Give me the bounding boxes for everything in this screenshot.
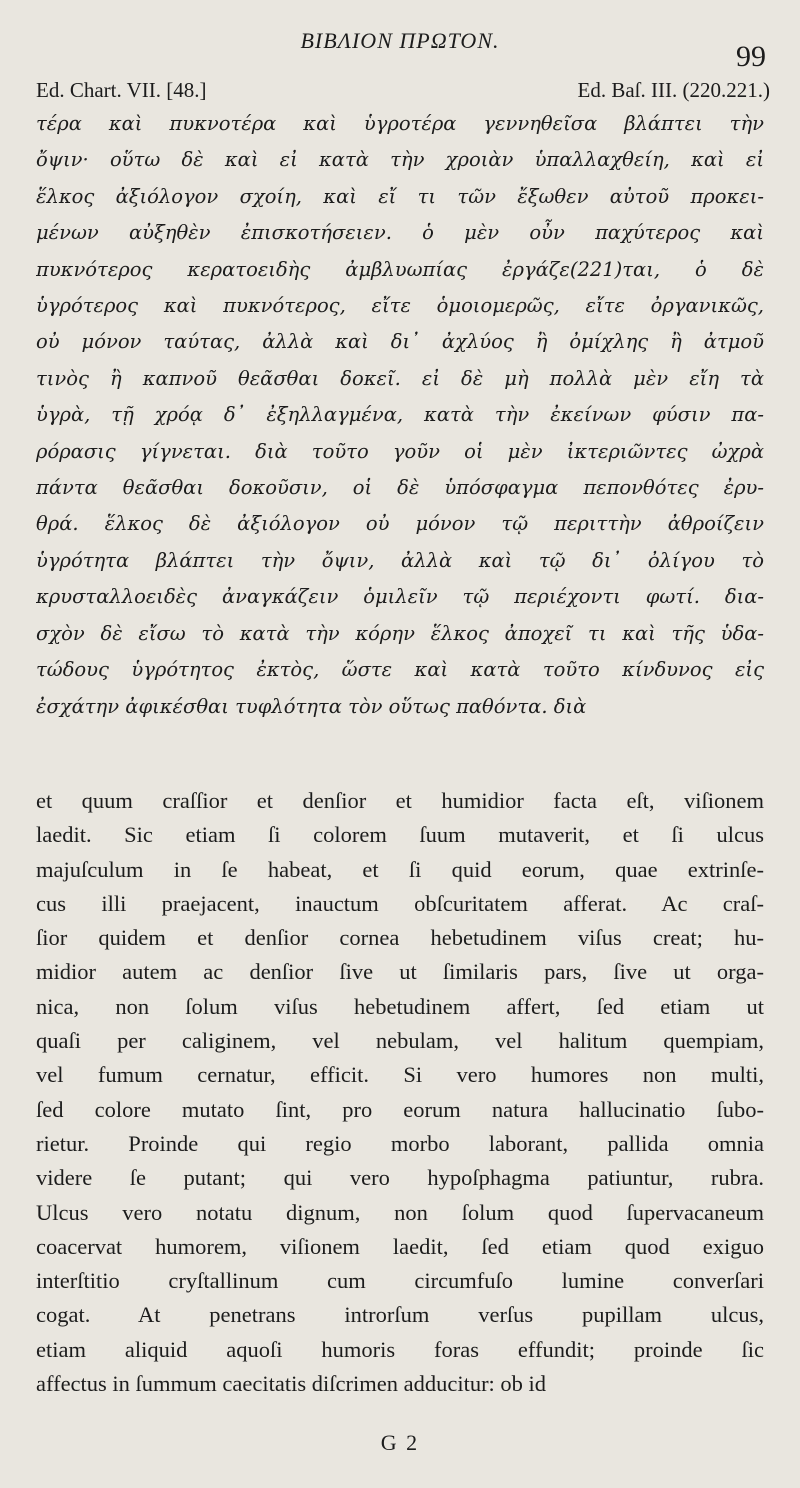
latin-text-line: ſed colore mutato ſint, pro eorum natura hallucinatio ſubo- [36, 1096, 764, 1122]
latin-text-line: etiam aliquid aquoſi humoris foras effundit; proinde ſic [36, 1336, 764, 1362]
latin-text-line: affectus in ſummum caecitatis diſcrimen adducitur: ob id [36, 1371, 547, 1397]
latin-text-line: midior autem ac denſior ſive ut ſimilaris pars, ſive ut orga- [36, 959, 764, 985]
running-title: ΒΙΒΛΙΟΝ ΠΡΩΤΟΝ. [300, 28, 500, 53]
greek-text-line: πάντα θεᾶσθαι δοκοῦσιν, οἱ δὲ ὑπόσφαγμα πεπονθότες ἐρυ- [36, 476, 764, 500]
latin-text-line: majuſculum in ſe habeat, et ſi quid eorum, quae extrinſe- [36, 856, 764, 882]
greek-text-line: ρόρασις γίγνεται. διὰ τοῦτο γοῦν οἱ μὲν ἰκτεριῶντες ὠχρὰ [36, 439, 764, 463]
latin-text-block [36, 784, 764, 1401]
greek-text-line: σχὸν δὲ εἴσω τὸ κατὰ τὴν κόρην ἕλκος ἀποχεῖ τι καὶ τῆς ὑδα- [36, 621, 764, 645]
latin-text-line: cus illi praejacent, inauctum obſcuritatem afferat. Ac craſ- [36, 890, 764, 916]
latin-text-line: vel fumum cernatur, efficit. Si vero humores non multi, [36, 1062, 764, 1088]
greek-text-line: οὐ μόνον ταύτας, ἀλλὰ καὶ δι᾽ ἀχλύος ἢ ὀμίχλης ἢ ἀτμοῦ [36, 330, 764, 354]
page-number: 99 [736, 40, 766, 73]
signature-mark: G 2 [380, 1430, 420, 1455]
greek-text-line: τώδους ὑγρότητος ἐκτὸς, ὥστε καὶ κατὰ τοῦτο κίνδυνος εἰς [36, 658, 764, 682]
greek-text-line: κρυσταλλοειδὲς ἀναγκάζειν ὁμιλεῖν τῷ περιέχοντι φωτί. δια- [36, 585, 764, 609]
greek-text-line: τέρα καὶ πυκνοτέρα καὶ ὑγροτέρα γεννηθεῖσα βλάπτει τὴν [36, 112, 764, 135]
edition-reference-chart: Ed. Chart. VII. [48.] [36, 78, 207, 102]
edition-reference-basel: Ed. Baſ. III. (220.221.) [577, 78, 770, 102]
greek-text-line: ὄψιν· οὕτω δὲ καὶ εἰ κατὰ τὴν χροιὰν ὑπαλλαχθείη, καὶ εἰ [36, 148, 764, 172]
latin-text-line: interſtitio cryſtallinum cum circumfuſo lumine converſari [36, 1268, 764, 1294]
greek-text-line: ὑγρότερος καὶ πυκνότερος, εἴτε ὁμοιομερῶς, εἴτε ὀργανικῶς, [36, 294, 764, 318]
latin-text-line: rietur. Proinde qui regio morbo laborant, pallida omnia [36, 1130, 764, 1156]
latin-text-line: ſior quidem et denſior cornea hebetudinem viſus creat; hu- [36, 925, 764, 951]
greek-text-line: ἕλκος ἀξιόλογον σχοίη, καὶ εἴ τι τῶν ἔξωθεν αὐτοῦ προκει- [36, 184, 764, 208]
greek-text-line: ὑγρότητα βλάπτει τὴν ὄψιν, ἀλλὰ καὶ τῷ δι᾽ ὀλίγου τὸ [36, 548, 764, 572]
latin-text-line: cogat. At penetrans introrſum verſus pupillam ulcus, [36, 1302, 764, 1328]
latin-text-line: coacervat humorem, viſionem laedit, ſed etiam quod exiguo [36, 1233, 764, 1259]
greek-text-block [36, 106, 764, 725]
latin-text-line: et quum craſſior et denſior et humidior facta eſt, viſionem [36, 788, 764, 813]
greek-text-line: πυκνότερος κερατοειδὴς ἀμβλυωπίας ἐργάζε(221)ται, ὁ δὲ [36, 257, 764, 281]
greek-text-line: ἐσχάτην ἀφικέσθαι τυφλότητα τὸν οὕτως παθόντα. διὰ [36, 694, 587, 718]
edition-reference-line [36, 78, 770, 106]
latin-text-line: videre ſe putant; qui vero hypoſphagma patiuntur, rubra. [36, 1165, 764, 1191]
greek-text-line: μένων αὐξηθὲν ἐπισκοτήσειεν. ὁ μὲν οὖν παχύτερος καὶ [36, 221, 764, 245]
greek-text-line: τινὸς ἢ καπνοῦ θεᾶσθαι δοκεῖ. εἰ δὲ μὴ πολλὰ μὲν εἴη τὰ [36, 366, 764, 390]
latin-text-line: quaſi per caliginem, vel nebulam, vel halitum quempiam, [36, 1028, 764, 1054]
latin-text-line: Ulcus vero notatu dignum, non ſolum quod ſupervacaneum [36, 1199, 764, 1225]
latin-text-line: nica, non ſolum viſus hebetudinem affert, ſed etiam ut [36, 993, 764, 1019]
latin-text-line: laedit. Sic etiam ſi colorem ſuum mutaverit, et ſi ulcus [36, 822, 764, 848]
greek-text-line: θρά. ἕλκος δὲ ἀξιόλογον οὐ μόνον τῷ περιττὴν ἀθροίζειν [36, 512, 764, 536]
greek-text-line: ὑγρὰ, τῇ χρόᾳ δ᾽ ἐξηλλαγμένα, κατὰ τὴν ἐκείνων φύσιν πα- [36, 403, 764, 427]
